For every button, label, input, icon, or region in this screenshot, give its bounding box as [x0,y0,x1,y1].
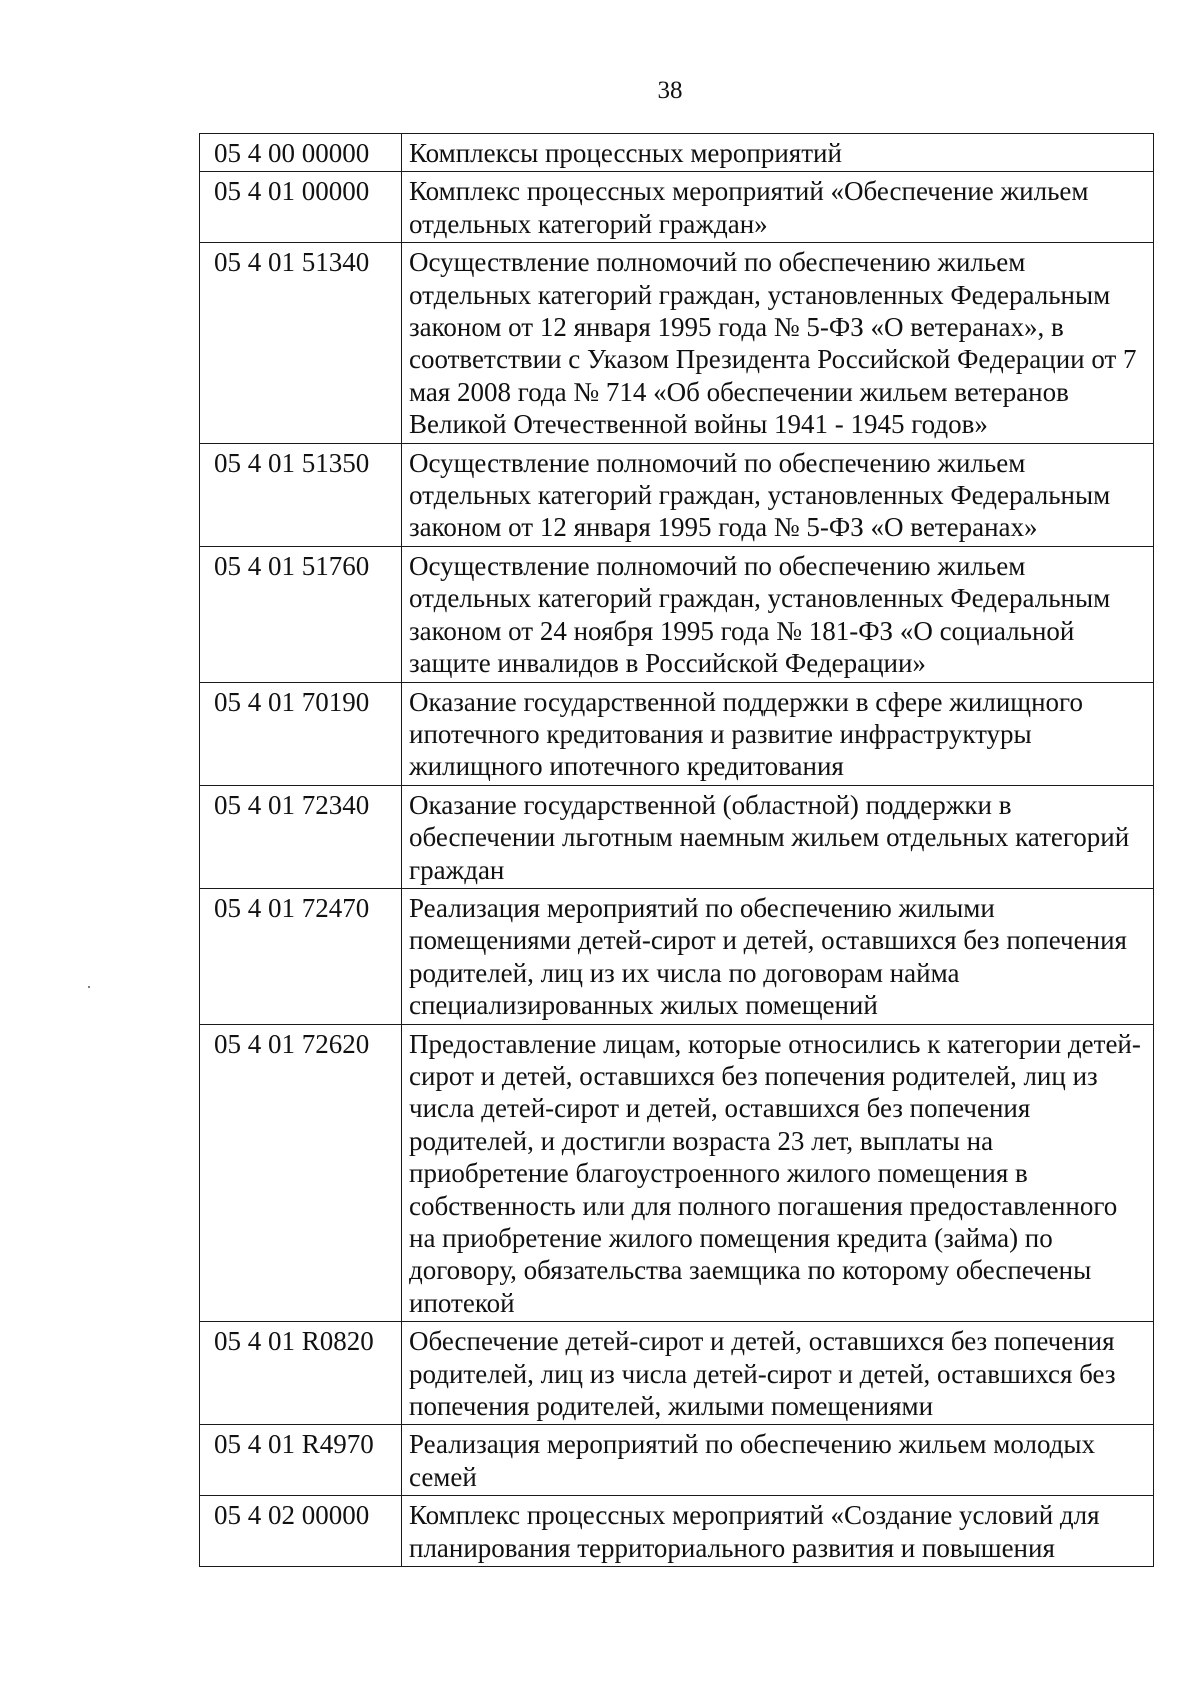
row-description: Комплекс процессных мероприятий «Создание условий для планирования территориального развития и повышения [402,1496,1154,1567]
row-code: 05 4 01 51350 [200,443,402,546]
page-number: 38 [657,77,683,104]
table-row [200,682,1154,785]
table-row [200,1024,1154,1322]
table-row [200,785,1154,888]
row-description: Комплекс процессных мероприятий «Обеспечение жильем отдельных категорий граждан» [402,172,1154,243]
row-code: 05 4 01 72340 [200,785,402,888]
table-row [200,443,1154,546]
row-description: Реализация мероприятий по обеспечению жильем молодых семей [402,1425,1154,1496]
row-code: 05 4 00 00000 [200,134,402,172]
table-row [200,888,1154,1024]
row-description: Осуществление полномочий по обеспечению жильем отдельных категорий граждан, установленных Федеральным законом от 12 января 1995 года № 5-ФЗ «О ветеранах» [402,443,1154,546]
row-code: 05 4 01 51760 [200,546,402,682]
row-description: Реализация мероприятий по обеспечению жилыми помещениями детей-сирот и детей, оставшихся без попечения родителей, лиц из их числа по договорам найма специализированных жилых помещений [402,888,1154,1024]
row-description: Комплексы процессных мероприятий [402,134,1154,172]
table-row [200,1496,1154,1567]
table-row [200,172,1154,243]
row-code: 05 4 02 00000 [200,1496,402,1567]
classification-table [199,133,1154,1567]
table-row [200,1322,1154,1425]
row-description: Оказание государственной (областной) поддержки в обеспечении льготным наемным жильем отдельных категорий граждан [402,785,1154,888]
row-description: Предоставление лицам, которые относились к категории детей-сирот и детей, оставшихся без попечения родителей, лиц из числа детей-сирот и детей, оставшихся без попечения родителей, и достигли возраста 23 лет, выплаты на приобретение благоустроенного жилого помещения в собственность или для полного погашения предоставленного на приобретение жилого помещения кредита (займа) по договору, обязательства заемщика по которому обеспечены ипотекой [402,1024,1154,1322]
table-row [200,1425,1154,1496]
row-code: 05 4 01 72470 [200,888,402,1024]
row-code: 05 4 01 00000 [200,172,402,243]
row-description: Осуществление полномочий по обеспечению жильем отдельных категорий граждан, установленных Федеральным законом от 24 ноября 1995 года № 181-ФЗ «О социальной защите инвалидов в Российской Федерации» [402,546,1154,682]
row-description: Обеспечение детей-сирот и детей, оставшихся без попечения родителей, лиц из числа детей-сирот и детей, оставшихся без попечения родителей, жилыми помещениями [402,1322,1154,1425]
row-code: 05 4 01 72620 [200,1024,402,1322]
row-code: 05 4 01 70190 [200,682,402,785]
row-code: 05 4 01 51340 [200,243,402,443]
row-code: 05 4 01 R0820 [200,1322,402,1425]
table-row [200,134,1154,172]
row-code: 05 4 01 R4970 [200,1425,402,1496]
table-row [200,546,1154,682]
row-description: Осуществление полномочий по обеспечению жильем отдельных категорий граждан, установленных Федеральным законом от 12 января 1995 года № 5-ФЗ «О ветеранах», в соответствии с Указом Президента Российской Федерации от 7 мая 2008 года № 714 «Об обеспечении жильем ветеранов Великой Отечественной войны 1941 - 1945 годов» [402,243,1154,443]
table-row [200,243,1154,443]
row-description: Оказание государственной поддержки в сфере жилищного ипотечного кредитования и развитие инфраструктуры жилищного ипотечного кредитования [402,682,1154,785]
scan-speck [88,986,90,988]
